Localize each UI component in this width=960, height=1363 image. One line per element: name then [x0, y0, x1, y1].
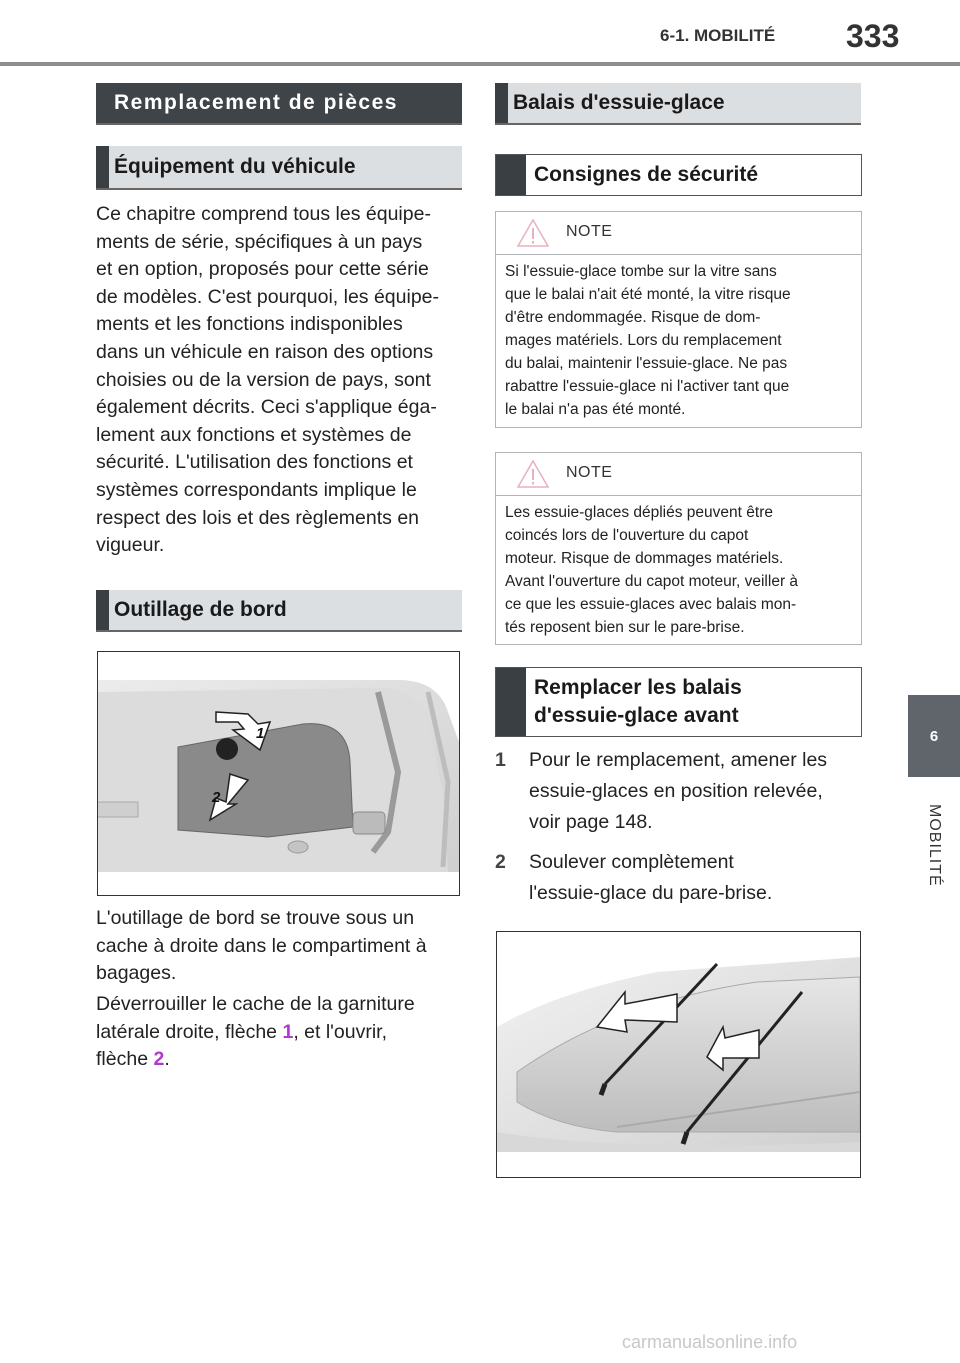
chapter-heading — [96, 83, 462, 125]
text-line: bagages. — [96, 962, 177, 985]
heading-wipers — [495, 83, 861, 125]
step-2 — [495, 847, 865, 911]
text-line: sécurité. L'utilisation des fonctions et — [96, 451, 413, 474]
text-line: moteur. Risque de dommages matériels. — [505, 550, 784, 567]
text-line: rabattre l'essuie-glace ni l'activer tant que — [505, 378, 790, 395]
text-fragment: , et l'ouvrir, — [293, 1020, 387, 1043]
step-text — [529, 847, 772, 909]
text-line: Soulever complètement — [529, 851, 734, 873]
note-box-2 — [495, 452, 862, 645]
note-text — [505, 260, 853, 421]
text-line: d'être endommagée. Risque de dom- — [505, 309, 761, 326]
heading-replace-text — [534, 668, 742, 736]
text-line: ce que les essuie-glaces avec balais mon- — [505, 596, 797, 613]
text-line: tés reposent bien sur le pare-brise. — [505, 619, 745, 636]
note-text — [505, 501, 853, 639]
figure-trunk-compartment — [97, 651, 460, 896]
equipment-paragraph — [96, 201, 466, 560]
heading-tools-text: Outillage de bord — [114, 598, 287, 621]
reference-1: 1 — [282, 1020, 294, 1043]
heading-bar — [496, 155, 526, 195]
text-line — [96, 1019, 466, 1047]
text-line: choisies ou de la version de pays, sont — [96, 368, 431, 391]
page-number: 333 — [846, 18, 900, 54]
chapter-heading-text: Remplacement de pièces — [114, 91, 398, 114]
text-line: du balai, maintenir l'essuie-glace. Ne pas — [505, 355, 788, 372]
note-title: NOTE — [566, 223, 613, 240]
note-box-1 — [495, 211, 862, 428]
wiper-illustration — [497, 932, 860, 1177]
text-line: Avant l'ouverture du capot moteur, veiller à — [505, 573, 799, 590]
note-header — [496, 453, 861, 496]
text-line: dans un véhicule en raison des options — [96, 340, 434, 363]
chapter-tab-number[interactable]: 6 — [908, 695, 960, 777]
figure-label-2: 2 — [212, 789, 221, 806]
chapter-tab-label — [908, 790, 960, 900]
text-line: mages matériels. Lors du remplacement — [505, 332, 782, 349]
text-line: que le balai n'ait été monté, la vitre risque — [505, 286, 791, 303]
figure-label-1: 1 — [256, 725, 265, 742]
step-1 — [495, 745, 865, 840]
heading-equipment-text: Équipement du véhicule — [114, 155, 356, 178]
reference-2: 2 — [153, 1048, 165, 1071]
heading-line: Remplacer les balais — [534, 675, 742, 699]
trunk-illustration — [98, 652, 459, 895]
header-divider — [0, 62, 960, 66]
text-line: essuie-glaces en position relevée, — [529, 780, 823, 802]
watermark-text: carmanualsonline.info — [622, 1332, 798, 1352]
text-line: l'essuie-glace du pare-brise. — [529, 882, 773, 904]
heading-safety — [495, 154, 862, 196]
text-line: ments de série, spécifiques à un pays — [96, 230, 423, 253]
heading-bar — [495, 83, 508, 123]
text-line: systèmes correspondants implique le — [96, 478, 417, 501]
text-fragment: . — [164, 1048, 170, 1071]
text-line: lement aux fonctions et systèmes de — [96, 423, 412, 446]
section-title: 6-1. MOBILITÉ — [660, 26, 776, 45]
heading-bar — [96, 146, 109, 188]
text-fragment: latérale droite, flèche — [96, 1020, 283, 1043]
text-line: ments et les fonctions indisponibles — [96, 313, 403, 336]
text-line: respect des lois et des règlements en — [96, 506, 420, 529]
text-line: vigueur. — [96, 534, 165, 557]
text-line: Si l'essuie-glace tombe sur la vitre sans — [505, 263, 777, 280]
text-line: et en option, proposés pour cette série — [96, 258, 429, 281]
heading-bar — [496, 668, 526, 736]
step-number: 1 — [495, 749, 506, 771]
text-line: Déverrouiller le cache de la garniture — [96, 993, 415, 1015]
text-line: voir page 148. — [529, 811, 653, 833]
tools-paragraph-1 — [96, 905, 466, 988]
note-title: NOTE — [566, 464, 613, 481]
text-fragment: flèche — [96, 1048, 154, 1071]
chapter-tab-label-text: MOBILITÉ — [926, 803, 943, 887]
text-line: Les essuie-glaces dépliés peuvent être — [505, 504, 773, 521]
heading-bar — [96, 590, 109, 630]
heading-line: d'essuie-glace avant — [534, 704, 739, 727]
text-line: Ce chapitre comprend tous les équipe- — [96, 203, 431, 225]
text-line: également décrits. Ceci s'applique éga- — [96, 396, 437, 419]
step-number: 2 — [495, 851, 506, 873]
note-header — [496, 212, 861, 255]
text-line — [96, 1046, 466, 1074]
step-text — [529, 745, 827, 838]
heading-safety-text: Consignes de sécurité — [534, 162, 759, 186]
heading-wipers-text: Balais d'essuie-glace — [513, 91, 725, 114]
text-line: le balai n'a pas été monté. — [505, 401, 686, 418]
text-line: de modèles. C'est pourquoi, les équipe- — [96, 285, 440, 308]
warning-triangle-icon — [516, 459, 550, 489]
text-line: cache à droite dans le compartiment à — [96, 934, 427, 957]
heading-replace-wipers — [495, 667, 862, 737]
text-line: coincés lors de l'ouverture du capot — [505, 527, 749, 544]
warning-triangle-icon — [516, 218, 550, 248]
figure-windshield-wipers — [496, 931, 861, 1178]
text-line: Pour le remplacement, amener les — [529, 749, 828, 771]
tools-paragraph-2 — [96, 991, 466, 1074]
heading-tools — [96, 590, 462, 632]
heading-equipment — [96, 146, 462, 190]
text-line: L'outillage de bord se trouve sous un — [96, 907, 415, 929]
